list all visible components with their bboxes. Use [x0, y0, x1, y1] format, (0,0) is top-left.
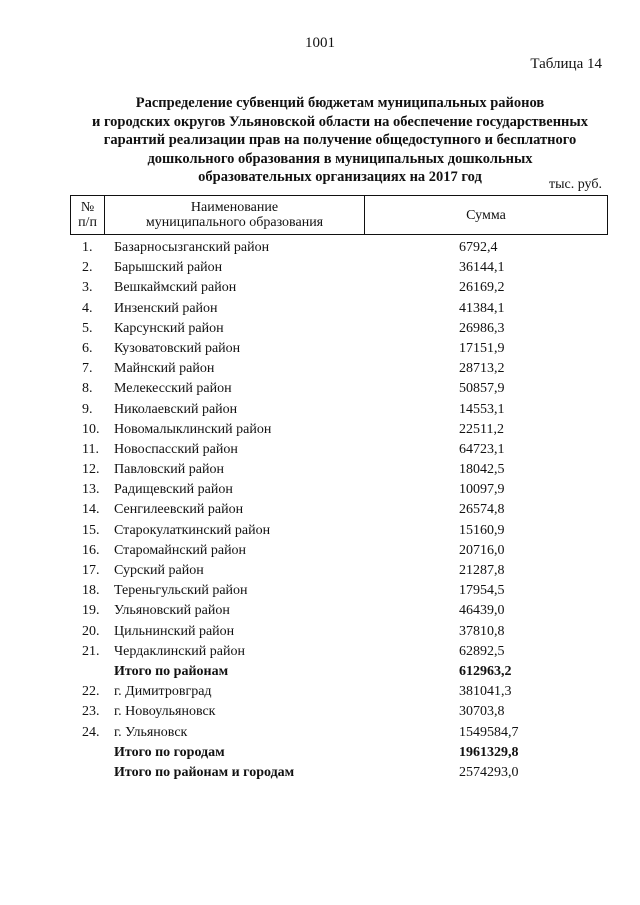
table-total-row [70, 743, 608, 763]
table-row [70, 723, 608, 743]
row-name: Новомалыклинский район [114, 421, 272, 437]
row-name: Старомайнский район [114, 542, 247, 558]
row-number: 13. [82, 482, 100, 498]
row-number: 20. [82, 623, 100, 639]
row-value: 62892,5 [459, 643, 505, 659]
row-number: 4. [82, 300, 93, 316]
row-number: 12. [82, 462, 100, 478]
row-name: Чердаклинский район [114, 643, 245, 659]
row-name: Старокулаткинский район [114, 522, 271, 538]
row-value: 17151,9 [459, 340, 505, 356]
row-value: 26169,2 [459, 280, 505, 296]
header-name-line1: Наименование [190, 200, 279, 215]
row-number: 8. [82, 381, 93, 397]
row-name: г. Димитровград [114, 684, 212, 700]
row-name: Барышский район [114, 260, 223, 276]
row-number: 6. [82, 340, 93, 356]
row-number: 22. [82, 684, 100, 700]
row-value: 1961329,8 [459, 744, 519, 760]
page-number: 1001 [305, 35, 335, 51]
table-row [70, 601, 608, 621]
row-name: Тереньгульский район [114, 583, 248, 599]
table-total-row [70, 662, 608, 682]
title-line: Распределение субвенций бюджетам муниципальных районов [135, 95, 545, 111]
row-value: 20716,0 [459, 542, 505, 558]
row-name: Цильнинский район [114, 623, 235, 639]
row-number: 24. [82, 724, 100, 740]
row-number: 1. [82, 240, 93, 255]
table-row [70, 440, 608, 460]
row-number: 18. [82, 583, 100, 599]
row-name: Инзенский район [114, 300, 218, 316]
row-value: 2574293,0 [459, 764, 519, 780]
row-number: 3. [82, 280, 93, 296]
title-line: гарантий реализации прав на получение общедоступного и бесплатного [103, 132, 577, 148]
header-number-line1: № [80, 200, 95, 215]
table-row [70, 379, 608, 399]
table-row [70, 622, 608, 642]
row-value: 612963,2 [459, 663, 512, 679]
table-row [70, 278, 608, 298]
table-row [70, 319, 608, 339]
row-name: г. Ульяновск [114, 724, 188, 740]
row-number: 19. [82, 603, 100, 619]
row-number: 11. [82, 441, 99, 457]
row-name: Павловский район [114, 462, 224, 478]
table-row [70, 480, 608, 500]
row-name: Сурский район [114, 563, 204, 578]
row-name: Ульяновский район [114, 603, 230, 619]
row-value: 50857,9 [459, 381, 505, 397]
title-line: образовательных организациях на 2017 год [198, 169, 482, 185]
row-name: Базарносызганский район [114, 240, 270, 255]
row-value: 1549584,7 [459, 724, 519, 740]
table-row [70, 682, 608, 702]
row-value: 30703,8 [459, 704, 505, 720]
row-value: 22511,2 [459, 421, 504, 437]
header-name-line2: муниципального образования [145, 215, 324, 230]
row-value: 6792,4 [459, 240, 498, 255]
table-row [70, 258, 608, 278]
row-number: 5. [82, 320, 93, 336]
row-name: Николаевский район [114, 401, 238, 417]
row-name: Итого по районам [114, 663, 229, 679]
document-title [70, 94, 610, 187]
row-name: Майнский район [114, 361, 215, 377]
table-row [70, 541, 608, 561]
row-name: Мелекесский район [114, 381, 232, 397]
row-value: 37810,8 [459, 623, 505, 639]
row-name: Итого по городам [114, 744, 225, 760]
header-name-cell [105, 196, 365, 234]
table-row [70, 642, 608, 662]
row-name: Сенгилеевский район [114, 502, 244, 518]
row-value: 36144,1 [459, 260, 505, 276]
row-name: Новоспасский район [114, 441, 238, 457]
row-value: 15160,9 [459, 522, 505, 538]
row-number: 7. [82, 361, 93, 377]
table-row [70, 359, 608, 379]
row-value: 14553,1 [459, 401, 505, 417]
table-row [70, 420, 608, 440]
units-label: тыс. руб. [549, 177, 602, 192]
row-value: 10097,9 [459, 482, 505, 498]
row-value: 46439,0 [459, 603, 505, 619]
row-number: 9. [82, 401, 93, 417]
title-line: и городских округов Ульяновской области на обеспечение государственных [91, 113, 588, 130]
header-sum: Сумма [466, 207, 506, 223]
table-row [70, 400, 608, 420]
row-value: 64723,1 [459, 441, 505, 457]
row-name: Радищевский район [114, 482, 233, 498]
table-total-row [70, 763, 608, 783]
table-label: Таблица 14 [530, 56, 602, 72]
header-number-cell [71, 196, 105, 234]
table-row [70, 581, 608, 601]
table-row [70, 561, 608, 581]
title-line: дошкольного образования в муниципальных дошкольных [147, 150, 533, 167]
row-name: Итого по районам и городам [114, 764, 295, 780]
row-value: 21287,8 [459, 563, 505, 578]
row-number: 14. [82, 502, 100, 518]
row-value: 17954,5 [459, 583, 505, 599]
table-row [70, 299, 608, 319]
row-value: 18042,5 [459, 462, 505, 478]
header-number-line2: п/п [78, 215, 97, 230]
row-number: 15. [82, 522, 100, 538]
table-row [70, 521, 608, 541]
row-name: Кузоватовский район [114, 340, 241, 356]
row-name: г. Новоульяновск [114, 704, 216, 720]
row-number: 17. [82, 563, 100, 578]
row-value: 26574,8 [459, 502, 505, 518]
row-name: Карсунский район [114, 320, 224, 336]
row-value: 381041,3 [459, 684, 512, 700]
row-number: 16. [82, 542, 100, 558]
table-row [70, 339, 608, 359]
table-row [70, 500, 608, 520]
row-number: 23. [82, 704, 100, 720]
row-value: 26986,3 [459, 320, 505, 336]
row-value: 28713,2 [459, 361, 505, 377]
row-number: 2. [82, 260, 93, 276]
header-sum-cell [365, 196, 607, 234]
table-header [70, 195, 608, 235]
table-row [70, 702, 608, 722]
row-number: 10. [82, 421, 100, 437]
row-value: 41384,1 [459, 300, 505, 316]
table-row [70, 460, 608, 480]
table-body [70, 238, 608, 783]
row-number: 21. [82, 643, 100, 659]
table-row [70, 238, 608, 258]
row-name: Вешкаймский район [114, 280, 237, 296]
